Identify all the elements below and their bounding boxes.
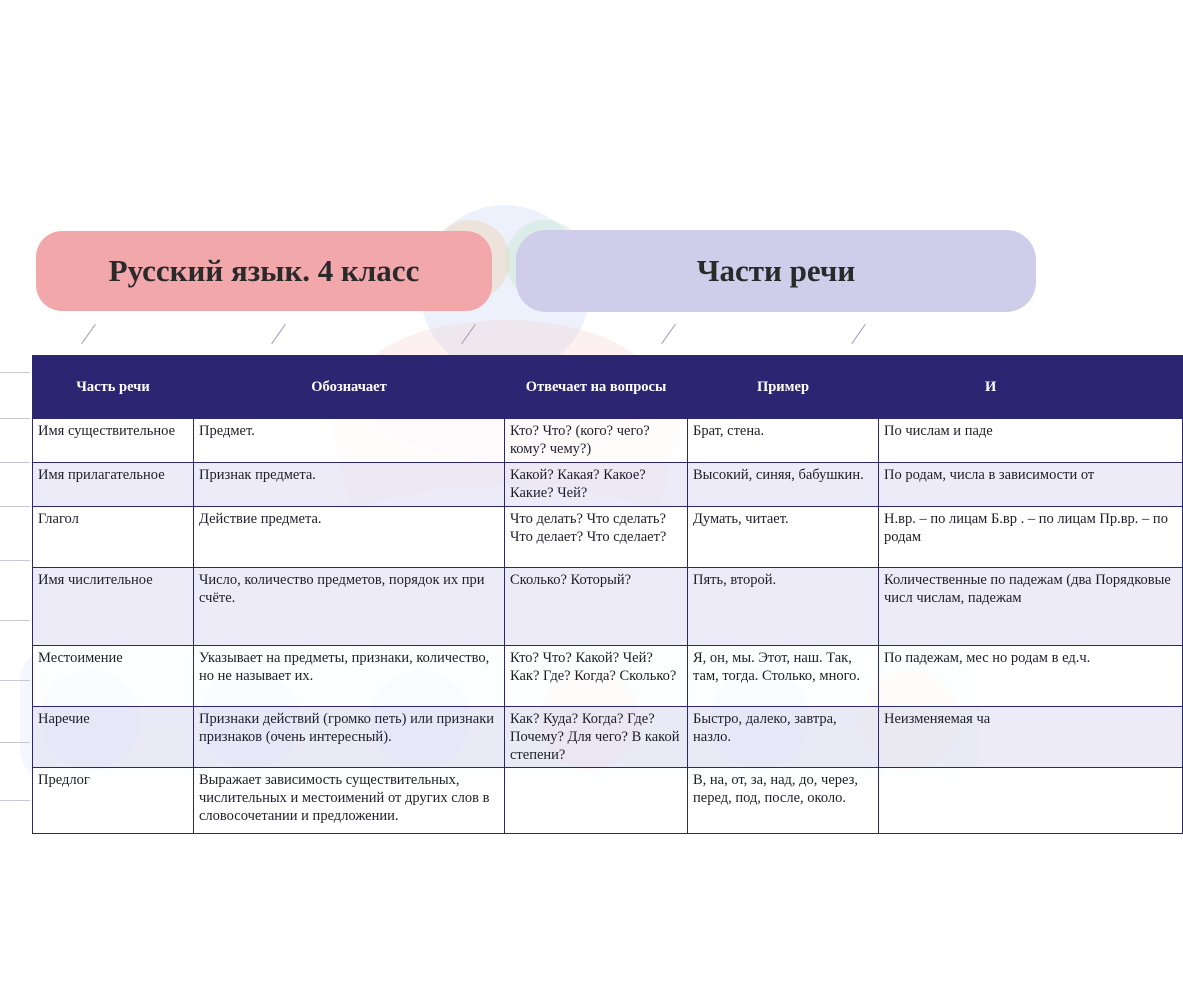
- cell-change: Н.вр. – по лицам Б.вр . – по лицам Пр.вр. – по родам: [879, 507, 1183, 568]
- table-row: [33, 568, 1183, 646]
- cell-questions: Сколько? Который?: [505, 568, 688, 646]
- cell-part: Имя прилагательное: [33, 463, 194, 507]
- table-row: [33, 419, 1183, 463]
- cell-questions: Кто? Что? Какой? Чей? Как? Где? Когда? Сколько?: [505, 646, 688, 707]
- cell-example: Думать, читает.: [688, 507, 879, 568]
- cell-questions: Что делать? Что сделать? Что делает? Что сделает?: [505, 507, 688, 568]
- cell-meaning: Число, количество предметов, порядок их при счёте.: [194, 568, 505, 646]
- column-header: Обозначает: [194, 356, 505, 419]
- cell-example: В, на, от, за, над, до, через, перед, под, после, около.: [688, 768, 879, 834]
- column-header: И: [879, 356, 1183, 419]
- cell-meaning: Признаки действий (громко петь) или признаки признаков (очень интересный).: [194, 707, 505, 768]
- cell-part: Имя существительное: [33, 419, 194, 463]
- decor-tick: [661, 324, 676, 344]
- cell-example: Высокий, синяя, бабушкин.: [688, 463, 879, 507]
- side-ruled-lines: [0, 350, 33, 820]
- cell-questions: [505, 768, 688, 834]
- cell-meaning: Указывает на предметы, признаки, количество, но не называет их.: [194, 646, 505, 707]
- cell-change: [879, 768, 1183, 834]
- subject-title: Русский язык. 4 класс: [36, 231, 492, 311]
- cell-change: Количественные по падежам (два Порядковые числ числам, падежам: [879, 568, 1183, 646]
- cell-change: По падежам, мес но родам в ед.ч.: [879, 646, 1183, 707]
- column-header: Пример: [688, 356, 879, 419]
- table: [32, 355, 1183, 834]
- cell-part: Предлог: [33, 768, 194, 834]
- cell-change: По числам и паде: [879, 419, 1183, 463]
- decor-tick: [271, 324, 286, 344]
- cell-example: Я, он, мы. Этот, наш. Так, там, тогда. Столько, много.: [688, 646, 879, 707]
- cell-questions: Какой? Какая? Какое? Какие? Чей?: [505, 463, 688, 507]
- cell-part: Глагол: [33, 507, 194, 568]
- decor-tick: [851, 324, 866, 344]
- cell-questions: Как? Куда? Когда? Где? Почему? Для чего? В какой степени?: [505, 707, 688, 768]
- cell-change: Неизменяемая ча: [879, 707, 1183, 768]
- decor-tick: [81, 324, 96, 344]
- cell-change: По родам, числа в зависимости от: [879, 463, 1183, 507]
- cell-meaning: Действие предмета.: [194, 507, 505, 568]
- cell-meaning: Выражает зависимость существительных, числительных и местоимений от других слов в словосочетании и предложении.: [194, 768, 505, 834]
- topic-title: Части речи: [516, 230, 1036, 312]
- cell-example: Быстро, далеко, завтра, назло.: [688, 707, 879, 768]
- cell-meaning: Признак предмета.: [194, 463, 505, 507]
- cell-part: Местоимение: [33, 646, 194, 707]
- cell-part: Имя числительное: [33, 568, 194, 646]
- table-header-row: [33, 356, 1183, 419]
- table-row: [33, 463, 1183, 507]
- parts-of-speech-table: [32, 355, 1171, 824]
- table-row: [33, 768, 1183, 834]
- cell-meaning: Предмет.: [194, 419, 505, 463]
- column-header: Отвечает на вопросы: [505, 356, 688, 419]
- cell-example: Пять, второй.: [688, 568, 879, 646]
- table-row: [33, 507, 1183, 568]
- cell-part: Наречие: [33, 707, 194, 768]
- table-row: [33, 646, 1183, 707]
- decor-tick: [461, 324, 476, 344]
- table-row: [33, 707, 1183, 768]
- cell-example: Брат, стена.: [688, 419, 879, 463]
- column-header: Часть речи: [33, 356, 194, 419]
- cell-questions: Кто? Что? (кого? чего? кому? чему?): [505, 419, 688, 463]
